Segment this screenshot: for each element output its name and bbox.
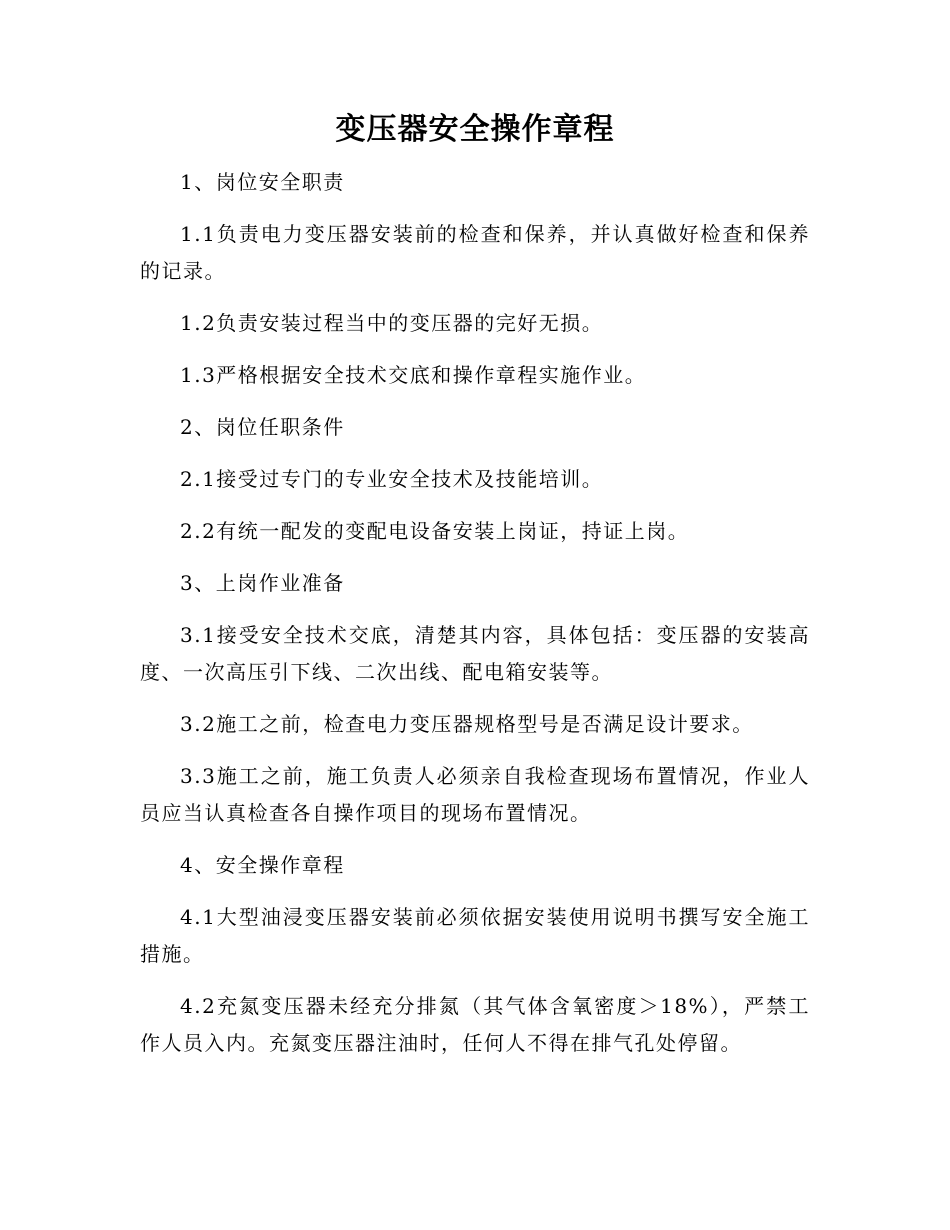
- paragraph-1-1: 1.1负责电力变压器安装前的检查和保养，并认真做好检查和保养的记录。: [140, 222, 810, 283]
- document-title: 变压器安全操作章程: [335, 112, 615, 147]
- section-heading-2: 2、岗位任职条件: [180, 415, 345, 439]
- paragraph-3-1: 3.1接受安全技术交底，清楚其内容，具体包括：变压器的安装高度、一次高压引下线、二次出线、配电箱安装等。: [140, 623, 810, 684]
- paragraph-4-2: 4.2充氮变压器未经充分排氮（其气体含氧密度＞18%），严禁工作人员入内。充氮变压器注油时，任何人不得在排气孔处停留。: [140, 994, 810, 1055]
- paragraph-2-1: 2.1接受过专门的专业安全技术及技能培训。: [180, 467, 604, 491]
- document-body: [140, 164, 810, 1077]
- section-heading-4: 4、安全操作章程: [180, 853, 345, 877]
- paragraph-2-2: 2.2有统一配发的变配电设备安装上岗证，持证上岗。: [180, 519, 690, 543]
- paragraph-1-2: 1.2负责安装过程当中的变压器的完好无损。: [180, 311, 604, 335]
- paragraph-3-2: 3.2施工之前，检查电力变压器规格型号是否满足设计要求。: [180, 712, 754, 736]
- paragraph-4-1: 4.1大型油浸变压器安装前必须依据安装使用说明书撰写安全施工措施。: [140, 905, 810, 966]
- section-heading-1: 1、岗位安全职责: [180, 170, 345, 194]
- paragraph-1-3: 1.3严格根据安全技术交底和操作章程实施作业。: [180, 363, 647, 387]
- section-heading-3: 3、上岗作业准备: [180, 571, 345, 595]
- paragraph-3-3: 3.3施工之前，施工负责人必须亲自我检查现场布置情况，作业人员应当认真检查各自操作项目的现场布置情况。: [140, 764, 810, 825]
